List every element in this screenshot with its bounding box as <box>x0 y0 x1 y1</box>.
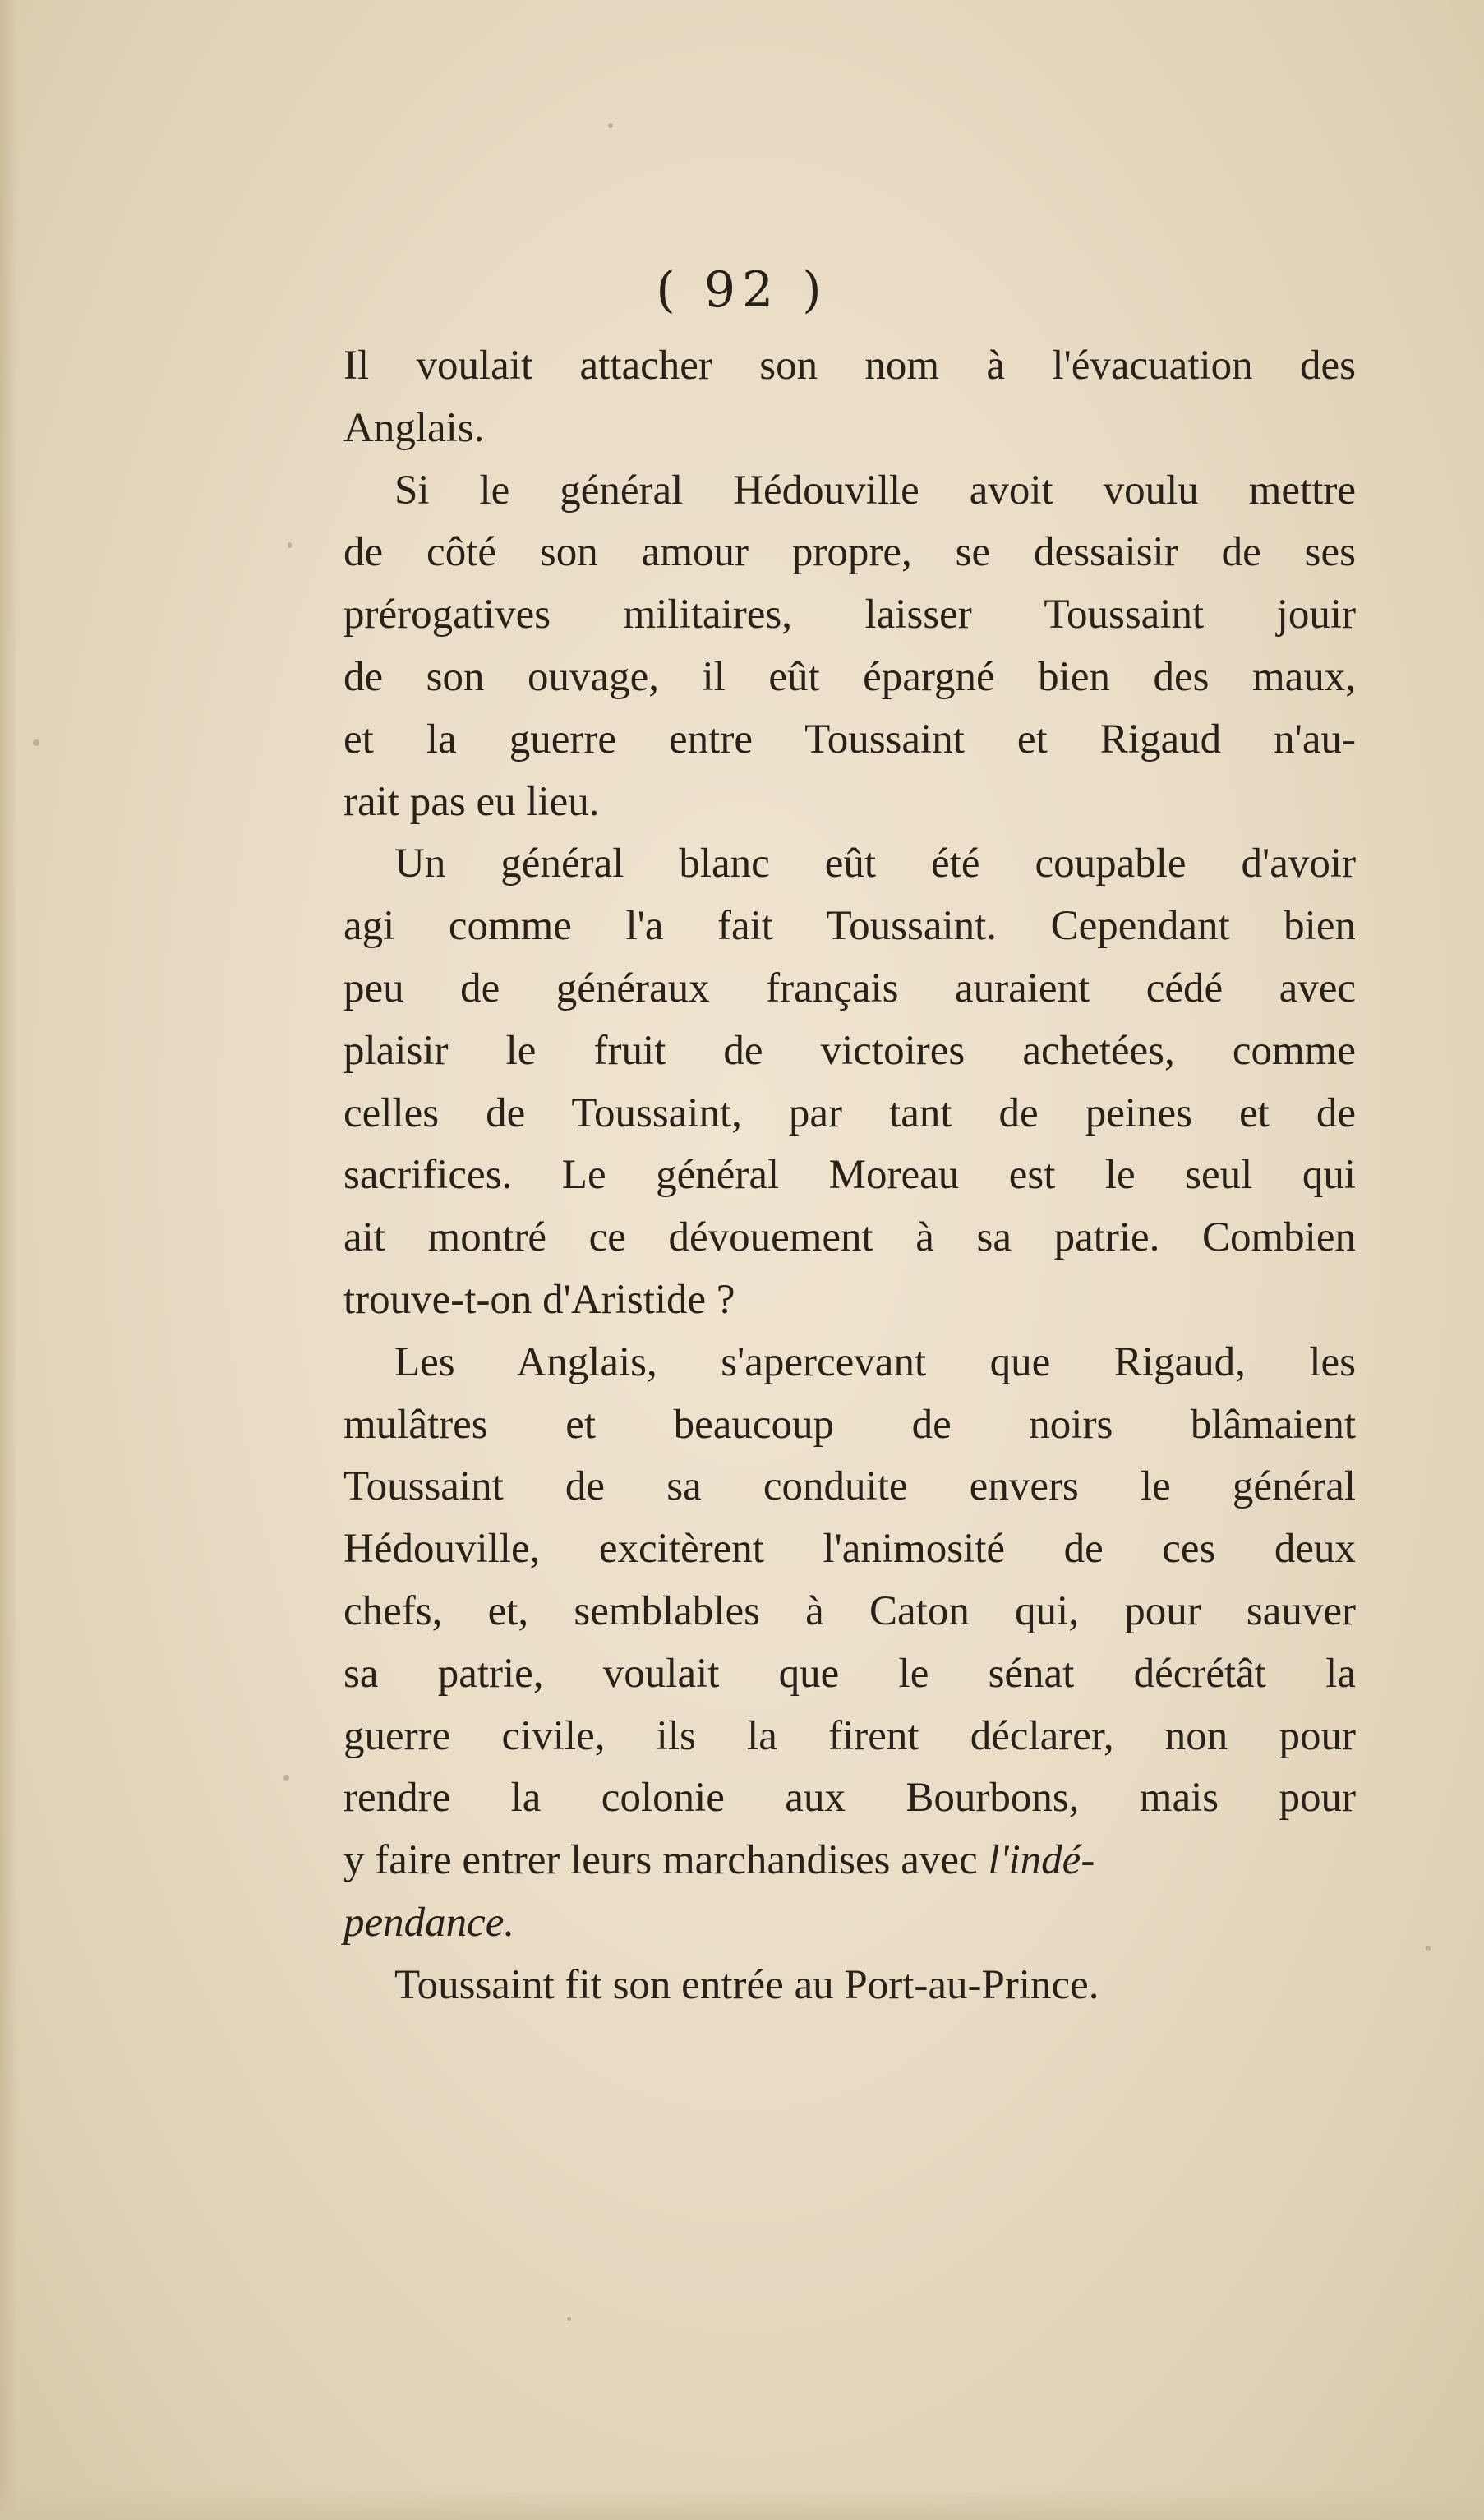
text-line-part: y faire entrer leurs marchandises avec <box>343 1837 978 1884</box>
paper-speck <box>1426 1946 1431 1951</box>
text-line: agi comme l'a fait Toussaint. Cependant bien <box>343 903 1356 950</box>
text-line: pendance. <box>343 1899 515 1946</box>
paper-speck <box>288 542 292 548</box>
text-line: peu de généraux français auraient cédé avec <box>343 965 1356 1011</box>
text-line: mulâtres et beaucoup de noirs blâmaient <box>343 1401 1356 1448</box>
text-line: de son ouvage, il eût épargné bien des maux, <box>343 653 1356 700</box>
text-line: Hédouville, excitèrent l'animosité de ces deux <box>343 1526 1356 1573</box>
text-line: Il voulait attacher son nom à l'évacuation des <box>343 343 1356 389</box>
text-line: de côté son amour propre, se dessaisir de ses <box>343 529 1356 576</box>
text-line: Toussaint de sa conduite envers le général <box>343 1463 1356 1510</box>
text-line: plaisir le fruit de victoires achetées, comme <box>343 1027 1356 1074</box>
text-line: Anglais. <box>343 404 485 451</box>
text-line: Si le général Hédouville avoit voulu mettre <box>394 467 1356 514</box>
page-bottom-shadow <box>0 2487 1484 2520</box>
text-line: trouve-t-on d'Aristide ? <box>343 1276 735 1323</box>
italic-text: l'indé- <box>988 1837 1095 1884</box>
text-line: ait montré ce dévouement à sa patrie. Combien <box>343 1214 1356 1261</box>
text-line: Un général blanc eût été coupable d'avoir <box>394 841 1356 887</box>
text-line: sa patrie, voulait que le sénat décrétât la <box>343 1650 1356 1697</box>
page-number: ( 92 ) <box>656 261 828 319</box>
paper-speck <box>33 739 39 746</box>
text-line: rait pas eu lieu. <box>343 778 600 825</box>
body-text <box>343 335 1356 2017</box>
paper-speck <box>283 1775 289 1781</box>
paper-speck <box>567 2317 571 2321</box>
paper-speck <box>608 123 613 128</box>
text-line: prérogatives militaires, laisser Toussaint jouir <box>343 592 1356 638</box>
text-line: rendre la colonie aux Bourbons, mais pour <box>343 1775 1356 1822</box>
page-edge-shadow <box>0 0 18 2520</box>
text-line: Les Anglais, s'apercevant que Rigaud, les <box>394 1338 1356 1385</box>
text-line: et la guerre entre Toussaint et Rigaud n'au- <box>343 716 1356 762</box>
text-line <box>343 1830 1356 1892</box>
text-line: chefs, et, semblables à Caton qui, pour sauver <box>343 1587 1356 1634</box>
text-line: guerre civile, ils la firent déclarer, non pour <box>343 1712 1356 1759</box>
text-line: celles de Toussaint, par tant de peines et de <box>343 1090 1356 1136</box>
text-line: sacrifices. Le général Moreau est le seul qui <box>343 1152 1356 1199</box>
text-line: Toussaint fit son entrée au Port-au-Prince. <box>394 1961 1099 2008</box>
